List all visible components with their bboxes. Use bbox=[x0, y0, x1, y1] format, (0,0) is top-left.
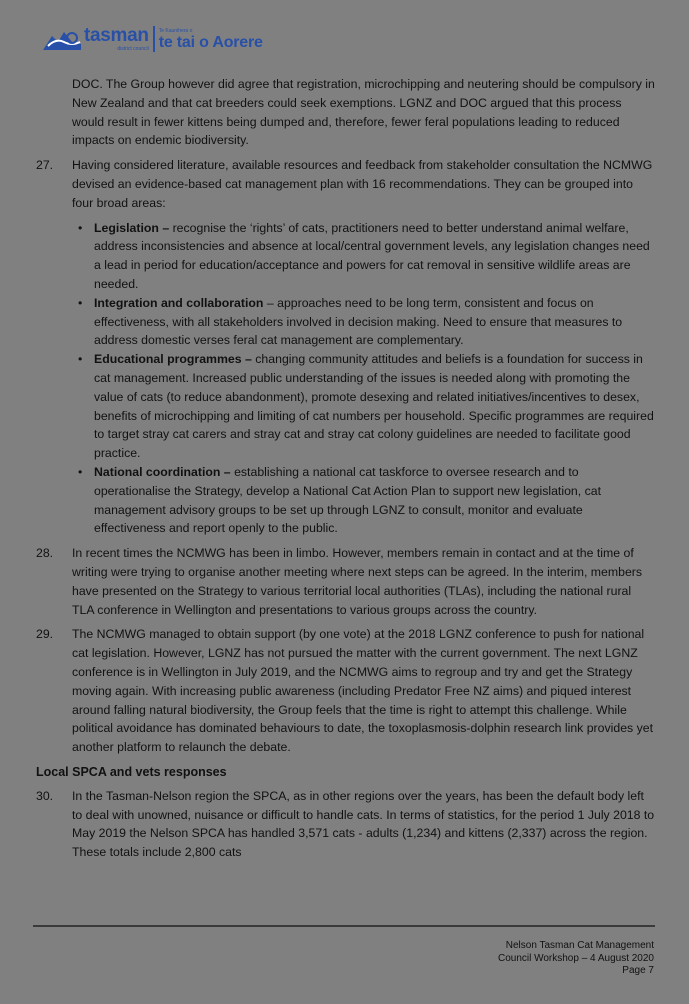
paragraph-29 bbox=[36, 625, 656, 757]
bullet-icon: • bbox=[78, 295, 83, 310]
bullet-title: Integration and collaboration bbox=[94, 295, 264, 310]
document-body bbox=[36, 75, 656, 868]
list-item-integration bbox=[72, 294, 656, 350]
page-number: Page 7 bbox=[622, 965, 654, 976]
paragraph-28 bbox=[36, 544, 656, 619]
list-item-legislation bbox=[72, 219, 656, 294]
footer-divider bbox=[33, 925, 655, 927]
logo-divider bbox=[153, 26, 155, 52]
paragraph-text: The NCMWG managed to obtain support (by one vote) at the 2018 LGNZ conference to push for national cat legislation. However, LGNZ has not pursued the matter with the current government. The next LGNZ conference is in Wellington in July 2019, and the NCMWG aims to regroup and try and get the Strategy moving again. With increasing public awareness (including Predator Free NZ aims) and piqued interest around falling natural biodiversity, the Group feels that the time is right to attempt this challenge. While political avoidance has dominated behaviours to date, the toxoplasmosis-dolphin research link provides yet another platform to relaunch the debate. bbox=[72, 627, 654, 755]
section-heading: Local SPCA and vets responses bbox=[36, 764, 227, 779]
bullet-icon: • bbox=[78, 352, 83, 367]
paragraph-text: In the Tasman-Nelson region the SPCA, as in other regions over the years, has been the default body left to deal with unowned, nuisance or difficult to handle cats. In terms of statistics, for the period 1 July 2018 to May 2019 the Nelson SPCA has handled 3,571 cats - adults (1,234) and kittens (2,337) across the region. These totals include 2,800 cats bbox=[72, 788, 655, 860]
logo-tasman-wordmark bbox=[84, 27, 149, 52]
paragraph-continuation: DOC. The Group however did agree that registration, microchipping and neutering should be compulsory in New Zealand and that cat breeders could seek exemptions. LGNZ and DOC argued that this process would result in fewer kittens being dumped and, therefore, fewer feral populations leading to reduced impacts on endemic biodiversity. bbox=[72, 77, 655, 148]
logo-maori-wordmark bbox=[159, 28, 263, 52]
bullet-title: Educational programmes – bbox=[94, 352, 252, 367]
footer-title: Nelson Tasman Cat Management bbox=[505, 940, 654, 951]
paragraph-number: 28. bbox=[36, 546, 54, 561]
paragraph-number: 29. bbox=[36, 627, 54, 642]
bullet-title: National coordination – bbox=[94, 464, 231, 479]
bullet-text: – approaches need to be long term, consistent and focus on effectiveness, with all stakeholders involved in decision making. Need to ensure that measures to address domestic verses feral cat management are complementary. bbox=[94, 295, 623, 348]
mountain-wave-icon bbox=[42, 28, 82, 52]
logo-brand: tasman bbox=[84, 25, 149, 46]
paragraph-number: 27. bbox=[36, 158, 54, 173]
paragraph-text: In recent times the NCMWG has been in limbo. However, members remain in contact and at the time of writing were trying to organise another meeting where next steps can be agreed. In the interim, members have presented on the Strategy to various territorial local authorities (TLAs), including the national rural TLA conference in Wellington and presentations to various groups across the country. bbox=[72, 546, 643, 617]
logo-maori-name: te tai o Aorere bbox=[158, 34, 263, 51]
paragraph-text: Having considered literature, available resources and feedback from stakeholder consultation the NCMWG devised an evidence-based cat management plan with 16 recommendations. They can be grouped into four broad areas: bbox=[72, 158, 653, 210]
paragraph-number: 30. bbox=[36, 788, 54, 803]
logo-brand-sub: district council bbox=[117, 46, 149, 52]
bullet-text: recognise the ‘rights’ of cats, practitioners need to better understand animal welfare, address inconsistencies and absence at local/central government levels, any legislation changes need a lead in period for education/acceptance and powers for cat removal in sensitive wildlife areas are needed. bbox=[94, 220, 650, 291]
bullet-icon: • bbox=[78, 464, 83, 479]
paragraph-27 bbox=[36, 156, 656, 212]
list-item-education bbox=[72, 350, 656, 463]
recommendation-areas-list bbox=[72, 219, 656, 539]
page-footer bbox=[498, 940, 654, 978]
bullet-title: Legislation – bbox=[94, 220, 170, 235]
logo-maori-sub: Te Kaunihera o bbox=[158, 28, 193, 34]
bullet-text: establishing a national cat taskforce to oversee research and to operationalise the Strategy, develop a National Cat Action Plan to support new legislation, cat management advisory groups to be set up through LGNZ to consult, monitor and evaluate effectiveness and report openly to the public. bbox=[94, 464, 601, 536]
bullet-text: changing community attitudes and beliefs is a foundation for success in cat management. Increased public understanding of the issues is needed along with promoting the value of cats (to reduce abandonment), promote desexing and related initiatives/incentives to desex, benefits of microchipping and limiting of cat numbers per household. Specific programmes are required to target stray cat carers and stray cat and stray cat colony guidelines are needed to facilitate good practice. bbox=[94, 352, 654, 461]
footer-meeting: Council Workshop – 4 August 2020 bbox=[497, 952, 654, 964]
bullet-icon: • bbox=[78, 220, 83, 235]
paragraph-30 bbox=[36, 787, 656, 862]
list-item-national-coordination bbox=[72, 463, 656, 538]
council-logo bbox=[42, 20, 263, 52]
